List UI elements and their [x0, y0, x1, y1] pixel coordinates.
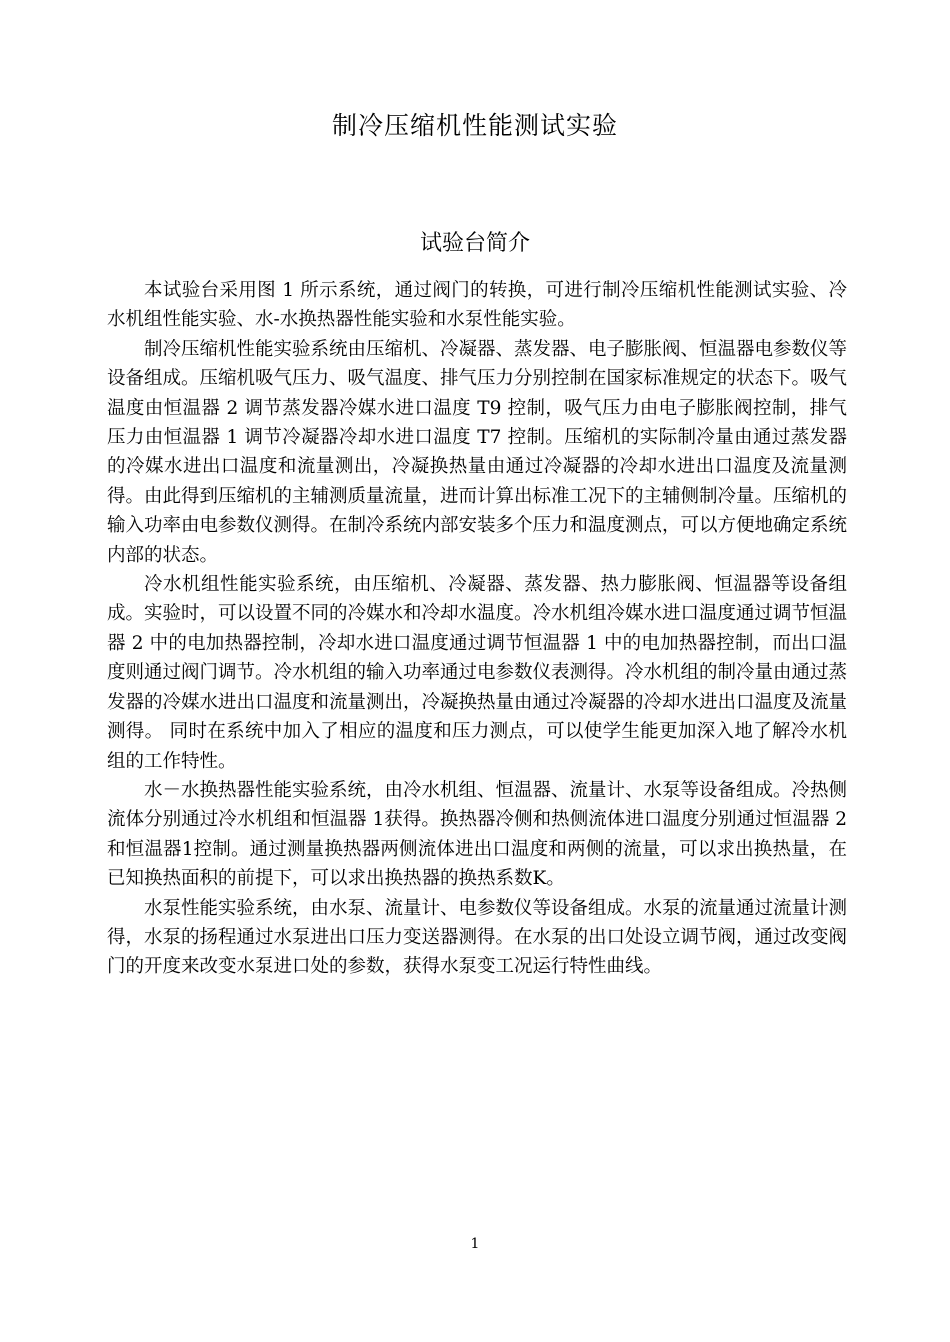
page-number: 1: [470, 1236, 480, 1252]
page-title: 制冷压缩机性能测试实验: [331, 111, 618, 140]
paragraph-heat-exchanger-system: 水－水换热器性能实验系统，由冷水机组、恒温器、流量计、水泵等设备组成。冷热侧流体分别通过冷水机组和恒温器 1获得。换热器冷侧和热侧流体进口温度分别通过恒温器 2和恒温器1控制。通过测量换热器两侧流体进出口温度和两侧的流量，可以求出换热量，在已知换热面积的前提下，可以求出换热器的换热系数K。: [107, 779, 848, 890]
body-text: [107, 276, 847, 982]
paragraph-intro: 本试验台采用图 1 所示系统，通过阀门的转换，可进行制冷压缩机性能测试实验、冷水机组性能实验、水-水换热器性能实验和水泵性能实验。: [107, 280, 847, 331]
paragraph-pump-system: 水泵性能实验系统，由水泵、流量计、电参数仪等设备组成。水泵的流量通过流量计测得，水泵的扬程通过水泵进出口压力变送器测得。在水泵的出口处设立调节阀，通过改变阀门的开度来改变水泵进口处的参数，获得水泵变工况运行特性曲线。: [107, 897, 848, 978]
paragraph-compressor-system: 制冷压缩机性能实验系统由压缩机、冷凝器、蒸发器、电子膨胀阀、恒温器电参数仪等设备组成。压缩机吸气压力、吸气温度、排气压力分别控制在国家标准规定的状态下。吸气温度由恒温器 2 调节蒸发器冷媒水进口温度 T9 控制，吸气压力由电子膨胀阀控制，排气压力由恒温器 1 调节冷凝器冷却水进口温度 T7 控制。压缩机的实际制冷量由通过蒸发器的冷媒水进出口温度和流量测出，冷凝换热量由通过冷凝器的冷却水进出口温度及流量测得。由此得到压缩机的主辅测质量流量，进而计算出标准工况下的主辅侧制冷量。压缩机的输入功率由电参数仪测得。在制冷系统内部安装多个压力和温度测点，可以方便地确定系统内部的状态。: [107, 338, 848, 566]
section-title: 试验台简介: [419, 231, 530, 256]
paragraph-chiller-system: 冷水机组性能实验系统，由压缩机、冷凝器、蒸发器、热力膨胀阀、恒温器等设备组成。实验时，可以设置不同的冷媒水和冷却水温度。冷水机组冷媒水进口温度通过调节恒温器 2 中的电加热器控制，冷却水进口温度通过调节恒温器 1 中的电加热器控制，而出口温度则通过阀门调节。冷水机组的输入功率通过电参数仪表测得。冷水机组的制冷量由通过蒸发器的冷媒水进出口温度和流量测出，冷凝换热量由通过冷凝器的冷却水进出口温度及流量测得。 同时在系统中加入了相应的温度和压力测点，可以使学生能更加深入地了解冷水机组的工作特性。: [107, 574, 848, 772]
